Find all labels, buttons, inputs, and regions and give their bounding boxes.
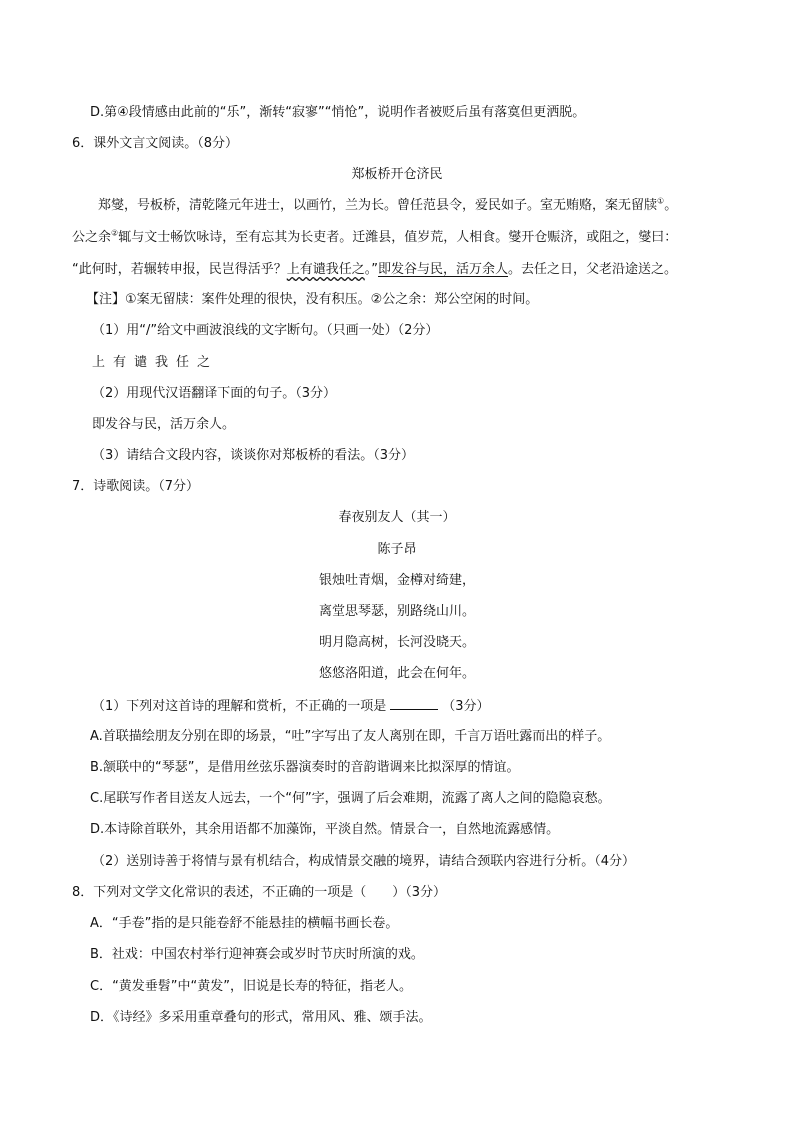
q6-heading: 6．课外文言文阅读。（8分） [72, 136, 239, 151]
q6-passage-title: 郑板桥开仓济民 [351, 167, 443, 182]
q7-subquestion-1 [92, 695, 490, 717]
q8-option-b: B．社戏：中国农村举行迎神赛会或岁时节庆时所演的戏。 [90, 947, 424, 962]
wavy-underlined-phrase: 上有谴我任之 [286, 262, 365, 277]
q7-heading: 7．诗歌阅读。（7分） [72, 479, 200, 494]
q7-subquestion-1-prompt: （1）下列对这首诗的理解和赏析，不正确的一项是 [92, 699, 387, 714]
q7-subquestion-1-score: （3分） [442, 699, 490, 714]
q6-annotation-note: 【注】①案无留牍：案件处理的很快，没有积压。②公之余：郑公空闲的时间。 [86, 292, 539, 307]
q6-passage-text: 辄与文士畅饮咏诗，至有忘其为长吏者。迁潍县，值岁荒，人相食。燮开仓赈济，或阻之，燮曰： [118, 230, 678, 245]
q7-option-d: D.本诗除首联外，其余用语都不加藻饰，平淡自然。情景合一，自然地流露感情。 [90, 822, 560, 837]
q7-option-a: A.首联描绘朋友分别在即的场景，“吐”字写出了友人离别在即，千言万语吐露而出的样子。 [90, 729, 611, 744]
note-marker-2: ② [111, 228, 119, 238]
q6-passage-text: 郑燮，号板桥，清乾隆元年进士，以画竹，兰为长。曾任范县令，爱民如子。室无贿赂，案无留牍 [98, 198, 658, 213]
q6-subquestion-1: （1）用“/”给文中画波浪线的文字断句。（只画一处）（2分） [92, 323, 439, 338]
q8-option-a: A．“手卷”指的是只能卷舒不能悬挂的横幅书画长卷。 [90, 916, 399, 931]
q7-poem-line: 银烛吐青烟，金樽对绮建， [318, 573, 475, 588]
q6-passage-line-3 [72, 260, 677, 280]
q7-poem-title: 春夜别友人（其一） [338, 510, 456, 525]
q6-subquestion-3: （3）请结合文段内容，谈谈你对郑板桥的看法。（3分） [92, 448, 415, 463]
q8-option-d: D．《诗经》多采用重章叠句的形式，常用风、雅、颂手法。 [90, 1010, 432, 1025]
q7-poem-line: 悠悠洛阳道，此会在何年。 [318, 666, 475, 681]
note-marker-1: ① [657, 196, 665, 206]
q7-subquestion-2: （2）送别诗善于将情与景有机结合，构成情景交融的境界，请结合颈联内容进行分析。（4分） [92, 854, 636, 869]
q7-option-b: B.颔联中的“琴瑟”，是借用丝弦乐器演奏时的音韵谐调来比拟深厚的情谊。 [90, 760, 520, 775]
q6-passage-text: 。” [364, 262, 379, 277]
q6-subquestion-1-text: 上有谴我任之 [92, 355, 219, 370]
q7-option-c: C.尾联写作者目送友人远去，一个“何”字，强调了后会难期，流露了离人之间的隐隐哀愁。 [90, 791, 611, 806]
q6-subquestion-2-text: 即发谷与民，活万余人。 [92, 417, 236, 432]
q7-poem-line: 离堂思琴瑟，别路绕山川。 [318, 604, 475, 619]
underlined-sentence: 即发谷与民，活万余人 [378, 262, 509, 277]
q6-passage-text: 。 [664, 198, 678, 213]
q6-subquestion-2: （2）用现代汉语翻译下面的句子。（3分） [92, 386, 337, 401]
q6-passage-text: 公之余 [72, 230, 112, 245]
q8-option-c: C．“黄发垂髫”中“黄发”，旧说是长寿的特征，指老人。 [90, 979, 413, 994]
q7-poem-line: 明月隐高树，长河没晓天。 [318, 635, 475, 650]
q6-passage-line-2 [72, 228, 677, 248]
q7-poem-author: 陈子昂 [377, 542, 417, 557]
q6-passage-text: “此何时，若辗转申报，民岂得活乎？ [72, 262, 287, 277]
q6-passage-line-1 [98, 196, 677, 216]
q8-heading: 8．下列对文学文化常识的表述，不正确的一项是（ ）（3分） [72, 885, 447, 900]
answer-blank [390, 695, 438, 710]
q5-option-d: D.第④段情感由此前的“乐”，渐转“寂寥”“悄怆”，说明作者被贬后虽有落寞但更洒脱。 [90, 105, 586, 120]
q6-passage-text: 。去任之日，父老沿途送之。 [508, 262, 678, 277]
